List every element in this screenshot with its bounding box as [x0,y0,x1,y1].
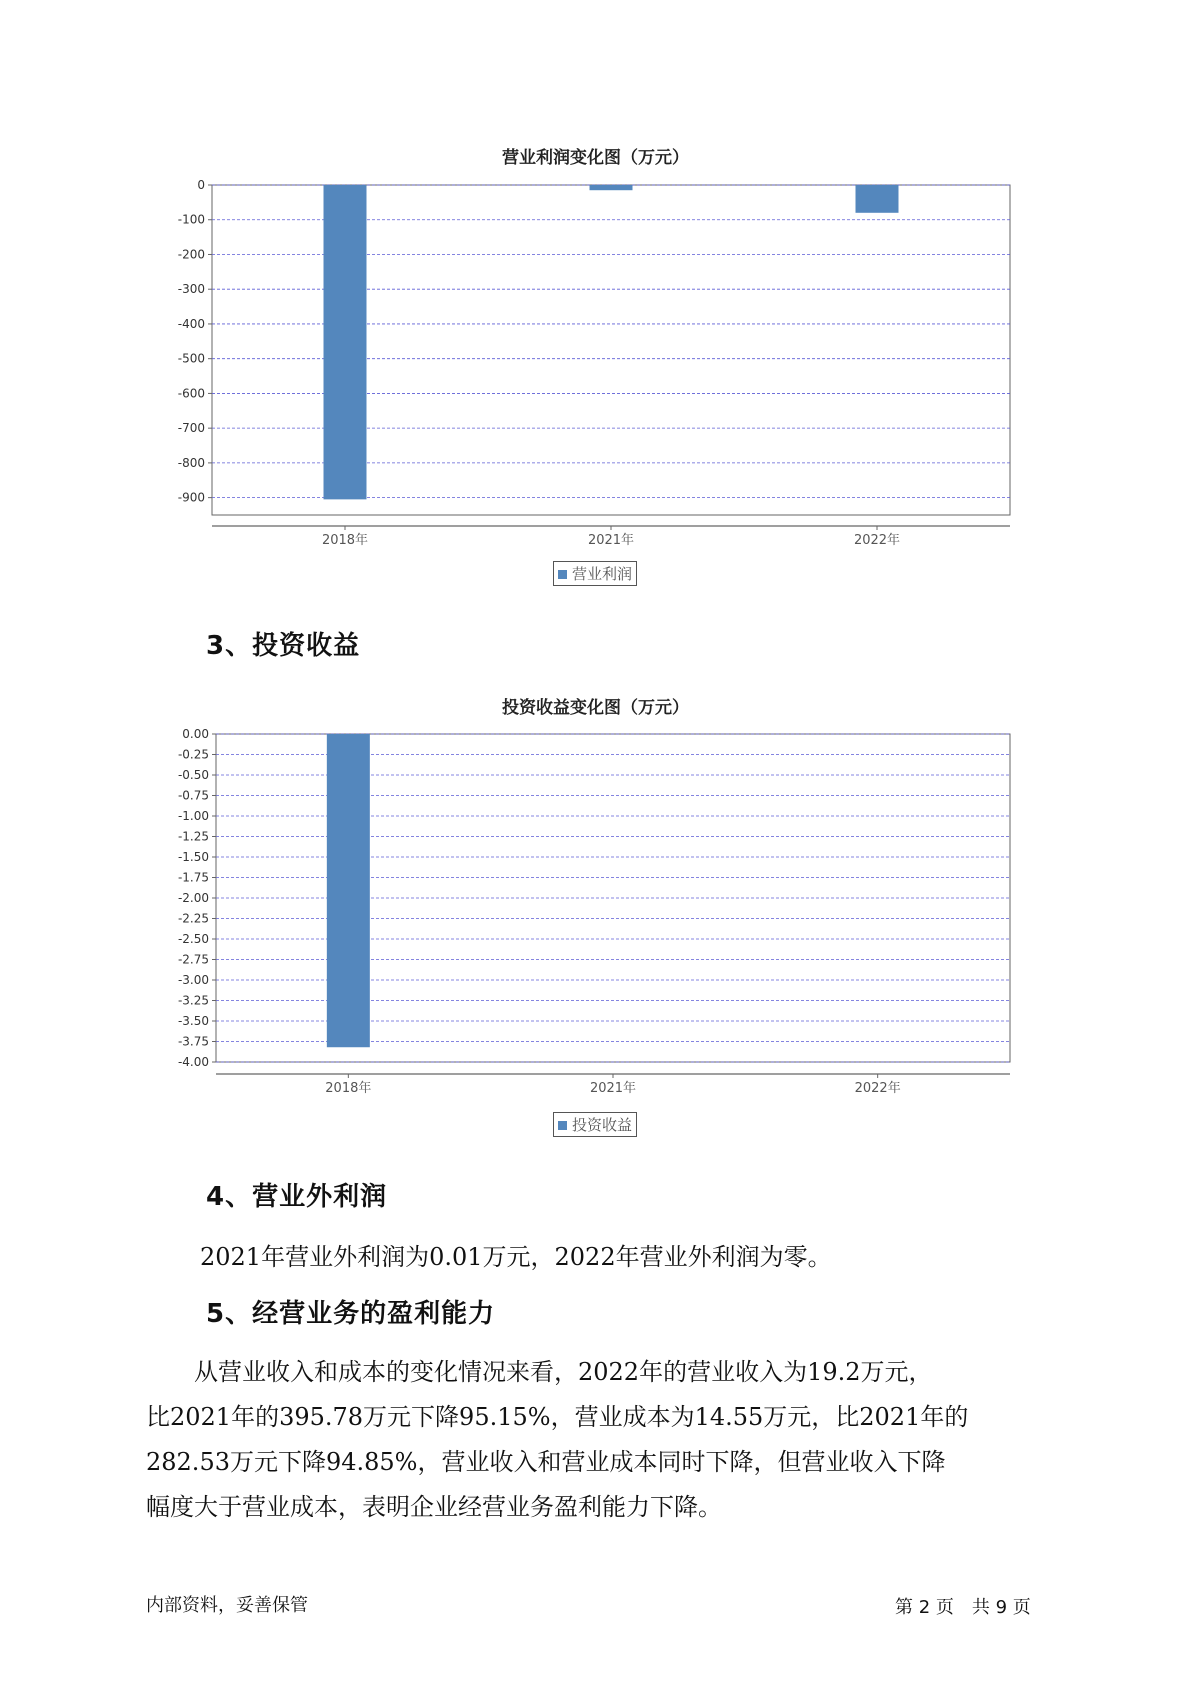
x-tick-label: 2018年 [321,533,369,548]
y-tick-label: -100 [177,212,205,227]
y-tick-label: -3.50 [177,1014,209,1028]
x-tick-label: 2022年 [854,1081,901,1096]
y-tick-label: -0.25 [177,747,209,762]
chart1-legend [553,561,637,586]
y-tick-label: -600 [177,386,205,401]
operating-profit-chart [0,0,1191,600]
section-investment-heading: 3、投资收益 [206,631,361,661]
paragraph-line: 282.53万元下降94.85%，营业收入和营业成本同时下降，但营业收入下降 [146,1448,946,1476]
y-tick-label: -200 [177,247,205,262]
x-tick-label: 2021年 [587,533,635,548]
y-tick-label: -3.00 [177,973,209,987]
chart2-title: 投资收益变化图（万元） [502,698,689,718]
section-nonop-heading: 4、营业外利润 [206,1182,388,1212]
x-tick-label: 2021年 [589,1081,637,1096]
legend-swatch [558,1121,567,1130]
paragraph-line: 从营业收入和成本的变化情况来看，2022年的营业收入为19.2万元， [146,1358,933,1386]
bar [327,734,370,1047]
y-tick-label: -4.00 [177,1055,209,1069]
footer-page-number: 第 2 页 共 9 页 [895,1597,1031,1618]
y-tick-label: -2.25 [177,911,209,926]
y-tick-label: -1.75 [177,870,209,885]
y-tick-label: -2.75 [177,952,209,967]
nonop-paragraph: 2021年营业外利润为0.01万元，2022年营业外利润为零。 [200,1243,832,1271]
footer-confidential: 内部资料，妥善保管 [146,1595,308,1616]
paragraph-line: 幅度大于营业成本，表明企业经营业务盈利能力下降。 [146,1493,722,1521]
chart2-legend-label: 投资收益 [572,1116,633,1134]
y-tick-label: 0 [197,178,205,192]
chart2-legend [553,1112,637,1137]
y-tick-label: -2.50 [177,932,209,946]
y-tick-label: -0.75 [177,788,209,803]
x-tick-label: 2022年 [853,533,901,548]
y-tick-label: -2.00 [177,891,209,905]
bar [324,185,367,499]
x-tick-label: 2018年 [325,1081,372,1096]
y-tick-label: -1.50 [177,850,209,864]
y-tick-label: -3.25 [177,993,209,1008]
y-tick-label: -500 [177,351,205,366]
y-tick-label: -3.75 [177,1034,209,1049]
y-tick-label: -800 [177,455,205,470]
y-tick-label: 0.00 [182,727,209,741]
y-tick-label: -300 [177,282,205,297]
y-tick-label: -400 [177,316,205,331]
bar [856,185,899,213]
y-tick-label: -0.50 [177,768,209,782]
profit-paragraph [146,1350,1046,1530]
y-tick-label: -900 [177,490,205,505]
y-tick-label: -1.00 [177,809,209,823]
legend-swatch [558,570,567,579]
investment-income-chart [0,600,1191,1160]
y-tick-label: -1.25 [177,829,209,844]
bar [590,185,633,190]
chart1-title: 营业利润变化图（万元） [502,148,689,168]
paragraph-line: 比2021年的395.78万元下降95.15%，营业成本为14.55万元，比2021年的 [146,1403,969,1431]
section-profit-heading: 5、经营业务的盈利能力 [206,1299,496,1329]
y-tick-label: -700 [177,421,205,436]
chart1-legend-label: 营业利润 [572,565,633,583]
